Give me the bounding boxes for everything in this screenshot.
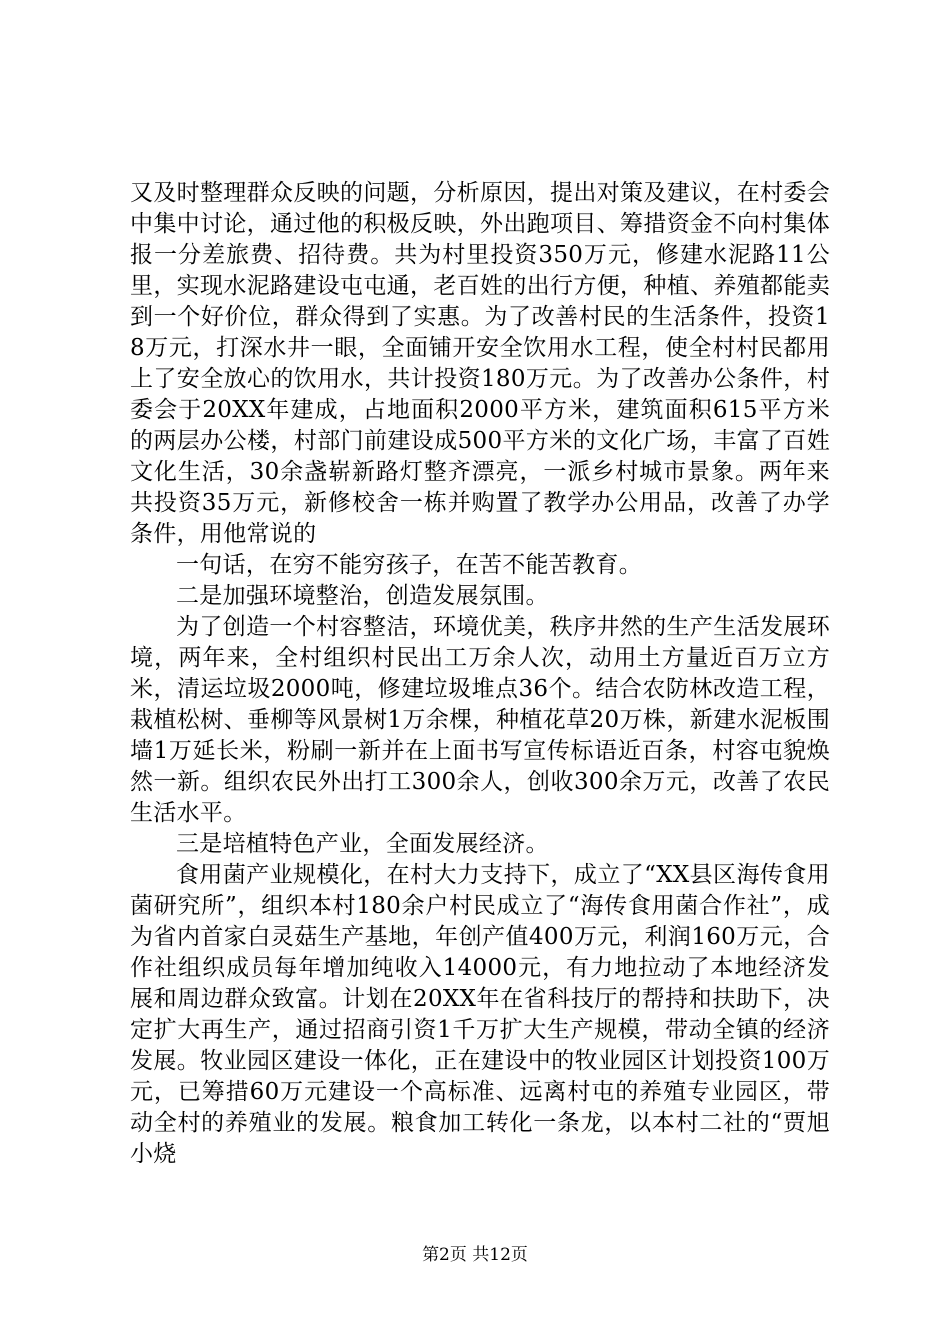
paragraph-continued: 又及时整理群众反映的问题，分析原因，提出对策及建议，在村委会中集中讨论，通过他的积极反映，外出跑项目、筹措资金不向村集体报一分差旅费、招待费。共为村里投资350万元，修建水泥路11公里，实现水泥路建设屯屯通，老百姓的出行方便，种植、养殖都能卖到一个好价位，群众得到了实惠。为了改善村民的生活条件，投资18万元，打深水井一眼，全面铺开安全饮用水工程，使全村村民都用上了安全放心的饮用水，共计投资180万元。为了改善办公条件，村委会于20XX年建成，占地面积2000平方米，建筑面积615平方米的两层办公楼，村部门前建设成500平方米的文化广场，丰富了百姓文化生活，30余盏崭新路灯整齐漂亮，一派乡村城市景象。两年来共投资35万元，新修校舍一栋并购置了教学办公用品，改善了办学条件，用他常说的: [130, 180, 830, 547]
paragraph-quote: 一句话，在穷不能穷孩子，在苦不能苦教育。: [176, 552, 642, 578]
paragraph-environment: 为了创造一个村容整洁，环境优美，秩序井然的生产生活发展环境，两年来，全村组织村民出工万余人次，动用土方量近百万立方米，清运垃圾2000吨，修建垃圾堆点36个。结合农防林改造工程，栽植松树、垂柳等风景树1万余棵，种植花草20万株，新建水泥板围墙1万延长米，粉刷一新并在上面书写宣传标语近百条，村容屯貌焕然一新。组织农民外出打工300余人，创收300余万元，改善了农民生活水平。: [130, 614, 830, 826]
paragraph-industry: 食用菌产业规模化，在村大力支持下，成立了“XX县区海传食用菌研究所”，组织本村180余户村民成立了“海传食用菌合作社”，成为省内首家白灵菇生产基地，年创产值400万元，利润160万元，合作社组织成员每年增加纯收入14000元，有力地拉动了本地经济发展和周边群众致富。计划在20XX年在省科技厅的帮持和扶助下，决定扩大再生产，通过招商引资1千万扩大生产规模，带动全镇的经济发展。牧业园区建设一体化，正在建设中的牧业园区计划投资100万元，已筹措60万元建设一个高标准、远离村屯的养殖专业园区，带动全村的养殖业的发展。粮食加工转化一条龙，以本村二社的“贾旭小烧: [130, 862, 830, 1167]
page-number-footer: 第2页 共12页: [422, 1245, 528, 1265]
section-heading-environment: 二是加强环境整治，创造发展氛围。: [176, 583, 549, 609]
body-text: [130, 178, 830, 1170]
section-heading-industry: 三是培植特色产业，全面发展经济。: [176, 831, 549, 857]
